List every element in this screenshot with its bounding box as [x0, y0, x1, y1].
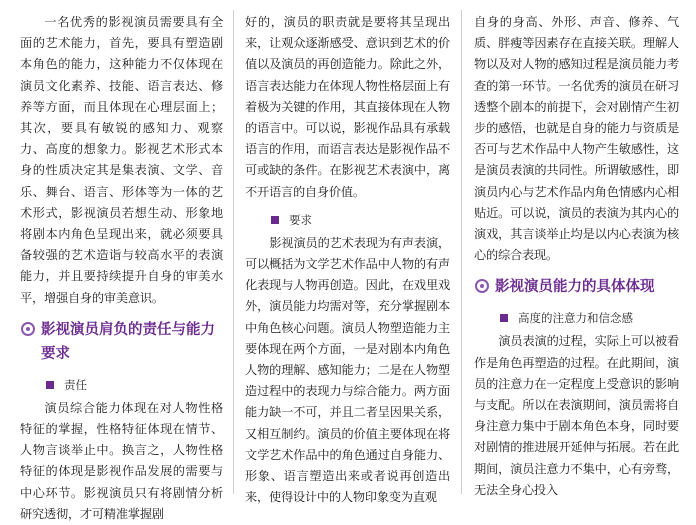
paragraph-continued: 自身的身高、外形、声音、修养、气质、胖瘦等因素存在直接关联。理解人物以及对人物的感知过程是演员能力考查的第一环节。一名优秀的演员在研习透整个剧本的前提下，会对剧情产生初步的感悟，也就是自身的能力与资质是否可与艺术作品中人物产生敏感性，这是演员表演的共同性。所谓敏感性，即演员内心与艺术作品内角色情感内心相贴近。可以说，演员的表演为其内心的演戏，其言谈举止均是以内心表演为核心的综合表现。 — [474, 15, 679, 263]
column-2 — [245, 12, 450, 508]
subheading-responsibility — [20, 376, 223, 394]
column-1 — [20, 12, 223, 525]
paragraph-continued: 好的，演员的职责就是要将其呈现出来，让观众逐渐感受、意识到艺术的价值以及演员的再创造能力。除此之外，语言表达能力在体现人物性格层面上有着极为关键的作用，其直接体现在人物的语言中。可以说，影视作品具有承载语言的作用，而语言表达是影视作品不可或缺的条件。在影视艺术表演中，离不开语言的自身价值。 — [245, 15, 450, 199]
subheading-text: 责任 — [64, 377, 87, 392]
subheading-text: 要求 — [289, 212, 312, 227]
column-divider-left — [233, 10, 234, 494]
section-heading-responsibility — [20, 318, 223, 366]
section-heading-text: 影视演员能力的具体体现 — [495, 279, 655, 296]
subheading-text: 高度的注意力和信念感 — [518, 311, 633, 326]
square-bullet-icon — [271, 216, 279, 224]
paragraph-requirements: 影视演员的艺术表现为有声表演，可以概括为文学艺术作品中人物的有声化表现与人物再创造。因此，在戏里戏外，演员能力均需对等，充分掌握剧本中角色核心问题。演员人物塑造能力主要体现在两个方面，一是对剧本内角色人物的理解、感知能力；二是在人物塑造过程中的表现力与综合能力。两方面能力缺一不可，并且二者呈因果关系，又相互制约。演员的价值主要体现在将文学艺术作品中的角色通过自身能力、形象、语言塑造出来或者说再创造出来，使得设计中的人物印象变为直观 — [245, 235, 450, 505]
subheading-attention — [474, 309, 679, 327]
circle-bullet-icon — [21, 322, 35, 336]
square-bullet-icon — [500, 314, 508, 322]
subheading-requirements — [245, 211, 450, 229]
paragraph-intro: 一名优秀的影视演员需要具有全面的艺术能力，首先，要具有塑造剧本角色的能力，这种能力不仅体现在演员文化素养、技能、语言表达、修养等方面，而且体现在心理层面上；其次，要具有敏锐的感知力、观察力、高度的想象力。影视艺术形式本身的性质决定其是集表演、文学、音乐、舞台、语言、形体等为一体的艺术形式，影视演员若想生动、形象地将剧本内角色呈现出来，就必须要具备较强的艺术造诣与较高水平的表演能力，并且要持续提升自身的审美水平，增强自身的审美意识。 — [20, 15, 223, 305]
square-bullet-icon — [46, 381, 54, 389]
section-heading-text: 影视演员肩负的责任与能力要求 — [41, 321, 215, 362]
section-heading-ability — [474, 275, 679, 299]
column-3 — [474, 12, 679, 501]
circle-bullet-icon — [475, 279, 489, 293]
paragraph-attention: 演员表演的过程，实际上可以被看作是角色再塑造的过程。在此期间，演员的注意力在一定程度上受意识的影响与支配。所以在表演期间，演员需将自身注意力集中于剧本角色本身，同时要对剧情的推进展开延伸与拓展。若在此期间，演员注意力不集中，心有旁骛，无法全身心投入 — [474, 334, 679, 497]
paragraph-responsibility: 演员综合能力体现在对人物性格特征的掌握，性格特征体现在情节、人物言谈举止中。换言之，人物性格特征的体现是影视作品发展的需要与中心环节。影视演员只有将剧情分析研究透彻，才可精准掌握剧 — [20, 400, 223, 521]
column-divider-right — [461, 10, 462, 494]
